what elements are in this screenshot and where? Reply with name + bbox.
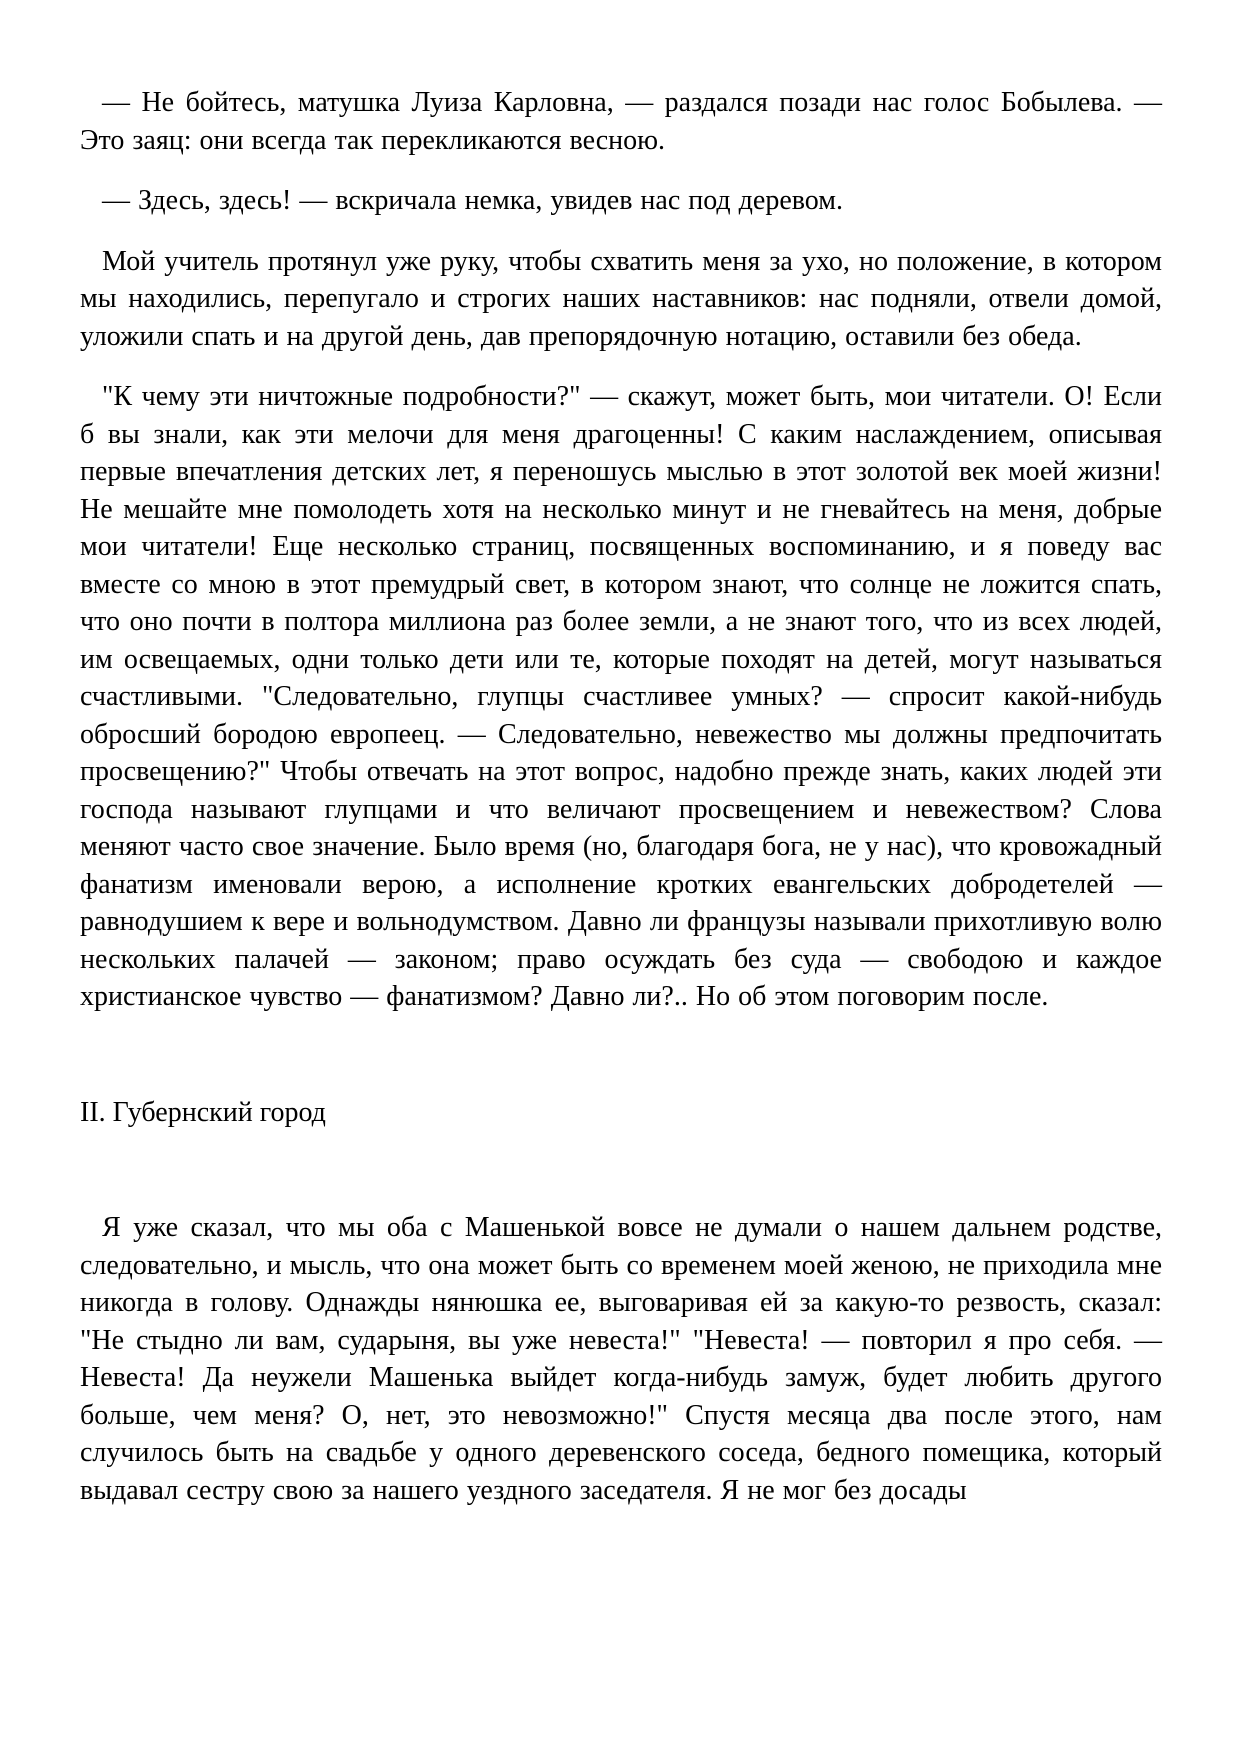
paragraph-teacher: Мой учитель протянул уже руку, чтобы схватить меня за ухо, но положение, в котором мы находились, перепугало и строгих наших наставников: нас подняли, отвели домой, уложили спать и на другой день, дав препорядочную нотацию, оставили без обеда. (80, 245, 1162, 352)
paragraph-dialogue-1: — Не бойтесь, матушка Луиза Карловна, — раздался позади нас голос Бобылева. — Это заяц: они всегда так перекликаются весною. (80, 87, 1162, 156)
paragraph-mashenka: Я уже сказал, что мы оба с Машенькой вовсе не думали о нашем дальнем родстве, следовательно, и мысль, что она может быть со временем моей женою, не приходила мне никогда в голову. Однажды нянюшка ее, выговаривая ей за какую-то резвость, сказал: "Не стыдно ли вам, сударыня, вы уже невеста!" "Невеста! — повторил я про себя. — Невеста! Да неужели Машенька выйдет когда-нибудь замуж, будет любить другого больше, чем меня? О, нет, это невозможно!" Спустя месяца два после этого, нам случилось быть на свадьбе у одного деревенского соседа, бедного помещика, который выдавал сестру свою за нашего уездного заседателя. Я не мог без досады (80, 1212, 1162, 1506)
paragraph-dialogue-2: — Здесь, здесь! — вскричала немка, увидев нас под деревом. (102, 185, 843, 216)
paragraph-reflection: "К чему эти ничтожные подробности?" — скажут, может быть, мои читатели. О! Если б вы знали, как эти мелочи для меня драгоценны! С каким наслаждением, описывая первые впечатления детских лет, я переношусь мыслью в этот золотой век моей жизни! Не мешайте мне помолодеть хотя на несколько минут и не гневайтесь на меня, добрые мои читатели! Еще несколько страниц, посвященных воспоминанию, и я поведу вас вместе со мною в этот премудрый свет, в котором знают, что солнце не ложится спать, что оно почти в полтора миллиона раз более земли, а не знают того, что из всех людей, им освещаемых, одни только дети или те, которые походят на детей, могут называться счастливыми. "Следовательно, глупцы счастливее умных? — спросит какой-нибудь обросший бородою европеец. — Следовательно, невежество мы должны предпочитать просвещению?" Чтобы отвечать на этот вопрос, надобно прежде знать, каких людей эти господа называют глупцами и что величают просвещением и невежеством? Слова меняют часто свое значение. Было время (но, благодаря бога, не у нас), что кровожадный фанатизм именовали верою, а исполнение кротких евангельских добродетелей — равнодушием к вере и вольнодумством. Давно ли французы называли прихотливую волю нескольких палачей — законом; право осуждать без суда — свободою и каждое христианское чувство — фанатизмом? Давно ли?.. Но об этом поговорим после. (80, 381, 1162, 1012)
chapter-heading: II. Губернский город (80, 1096, 326, 1128)
